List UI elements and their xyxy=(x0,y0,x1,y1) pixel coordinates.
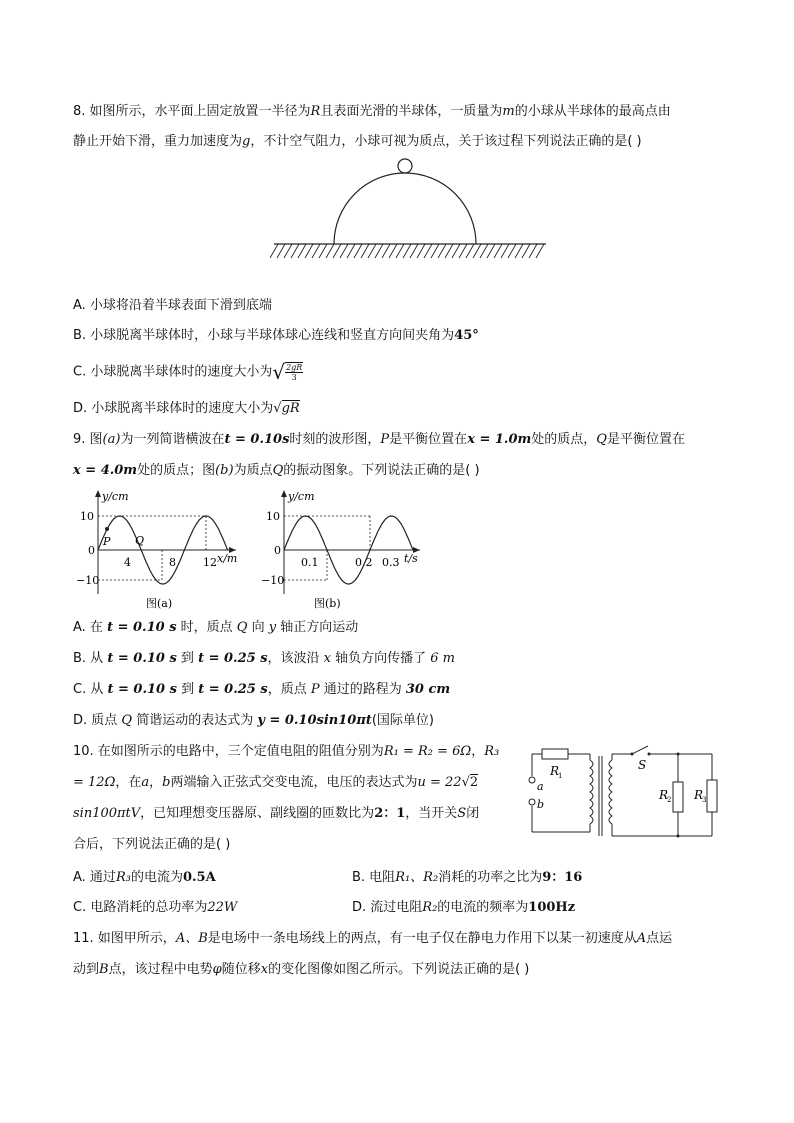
q9-option-a xyxy=(73,618,358,638)
hemisphere-shape xyxy=(334,173,476,244)
q8-stem-line1 xyxy=(73,102,671,122)
option-text: 的电流为 xyxy=(130,870,183,885)
q10-var: R₃ xyxy=(484,744,500,759)
q10-option-b xyxy=(352,868,582,888)
q10-stem-line3 xyxy=(73,804,479,824)
q10-text: ，在 xyxy=(115,775,142,790)
ground-hatching xyxy=(270,244,544,258)
q8-option-c xyxy=(73,362,303,383)
option-var: 100Hz xyxy=(528,900,576,915)
q10-var: 2：1 xyxy=(374,806,406,821)
q11-text: 点运 xyxy=(646,931,673,946)
q10-option-c xyxy=(73,898,237,918)
resistor-label-sub: 3 xyxy=(702,796,707,804)
q11-var: A、B xyxy=(175,931,208,946)
q8-text: 静止开始下滑，重力加速度为 xyxy=(73,134,243,149)
hemisphere-figure xyxy=(270,156,550,262)
sqrt-sign: √ xyxy=(273,401,282,416)
option-var: 9：16 xyxy=(542,870,583,885)
q8-var-R: R xyxy=(310,104,321,119)
q10-var: R₁ = R₂ = 6Ω xyxy=(383,744,472,759)
option-var: 30 cm xyxy=(405,682,451,697)
point-P-marker xyxy=(105,527,109,531)
primary-coil xyxy=(590,760,593,824)
q9-var: P xyxy=(380,432,390,447)
tick-label: 8 xyxy=(169,556,176,569)
option-text: B. 小球脱离半球体时，小球与半球体球心连线和竖直方向间夹角为 xyxy=(73,328,455,343)
tick-label: 12 xyxy=(203,556,217,569)
point-label-P: P xyxy=(103,535,111,548)
q9-option-b xyxy=(73,649,455,669)
option-var: t = 0.25 s xyxy=(198,651,268,666)
q9-text: 处的质点， xyxy=(531,432,597,447)
option-text: D. 小球脱离半球体时的速度大小为 xyxy=(73,401,274,416)
option-text: 向 xyxy=(247,620,269,635)
option-var: 0.5A xyxy=(182,870,216,885)
q10-text: ， xyxy=(471,744,485,759)
q9-text: 9. 图 xyxy=(73,432,103,447)
tick-label: 0 xyxy=(274,544,281,557)
q11-text: 11. 如图甲所示， xyxy=(73,931,176,946)
q9-var: x = 1.0m xyxy=(467,432,532,447)
q10-var: u = 22 xyxy=(417,775,462,790)
terminal-label: a xyxy=(537,780,544,793)
option-text: C. 小球脱离半球体时的速度大小为 xyxy=(73,364,273,380)
option-text: ，质点 xyxy=(267,682,311,697)
resistor-R1 xyxy=(542,749,568,759)
resistor-label: R xyxy=(659,788,669,802)
q11-var: x xyxy=(260,962,269,977)
option-text: B. 电阻 xyxy=(352,870,396,885)
q8-option-a: A. 小球将沿着半球表面下滑到底端 xyxy=(73,298,272,313)
graph-caption: 图(a) xyxy=(146,597,173,610)
secondary-coil xyxy=(609,760,612,824)
option-var: y = 0.10sin10πt xyxy=(257,713,372,728)
tick-label: −10 xyxy=(261,574,285,587)
resistor-label-sub: 2 xyxy=(667,796,672,804)
q8-option-d xyxy=(73,399,300,419)
q10-stem-line1 xyxy=(73,742,499,762)
q10-var: sin100πtV xyxy=(73,806,141,821)
q8-text: 且表面光滑的半球体，一质量为 xyxy=(320,104,503,119)
wave-graph-a xyxy=(76,486,256,612)
q10-stem-line4: 合后，下列说法正确的是( ) xyxy=(73,837,231,852)
option-value: 45° xyxy=(454,328,479,343)
q11-stem-line2 xyxy=(73,960,529,980)
q9-option-d xyxy=(73,711,434,731)
option-text: ，该波沿 xyxy=(267,651,324,666)
option-text: 简谐运动的表达式为 xyxy=(132,713,258,728)
q9-text: 为质点 xyxy=(233,463,273,478)
sqrt-sign: √ xyxy=(461,775,470,790)
q11-var: B xyxy=(99,962,109,977)
q10-text: 两端输入正弦式交变电流，电压的表达式为 xyxy=(170,775,418,790)
q10-text: ， xyxy=(149,775,163,790)
axis-label-y: y/cm xyxy=(102,490,129,503)
option-var: P xyxy=(310,682,320,697)
option-text: 时，质点 xyxy=(176,620,237,635)
q9-stem-line2 xyxy=(73,461,480,481)
tick-label: 10 xyxy=(266,510,280,523)
q10-var: S xyxy=(457,806,467,821)
option-var: 22W xyxy=(207,900,238,915)
q9-var: (a) xyxy=(102,432,121,447)
q10-stem-line2 xyxy=(73,773,478,793)
q10-var: 2 xyxy=(469,775,479,790)
q8-text: ，不计空气阻力，小球可视为质点，关于该过程下列说法正确的是( ) xyxy=(250,134,642,149)
option-var: R₃ xyxy=(115,870,131,885)
resistor-label: R xyxy=(694,788,704,802)
tick-label: 10 xyxy=(80,510,94,523)
switch-label: S xyxy=(638,758,647,772)
tick-label: −10 xyxy=(76,574,100,587)
option-text: D. 流过电阻 xyxy=(352,900,423,915)
option-var: t = 0.10 s xyxy=(107,620,177,635)
switch-S xyxy=(632,746,648,754)
q10-var: b xyxy=(162,775,171,790)
option-text: A. 通过 xyxy=(73,870,116,885)
option-var: t = 0.25 s xyxy=(198,682,268,697)
option-text: 通过的路程为 xyxy=(319,682,406,697)
sqrt-sign: √ xyxy=(272,360,286,384)
q10-text: ，已知理想变压器原、副线圈的匝数比为 xyxy=(140,806,375,821)
q8-var-g: g xyxy=(242,134,251,149)
option-var: x xyxy=(323,651,332,666)
option-var: y xyxy=(268,620,277,635)
option-text: D. 质点 xyxy=(73,713,122,728)
option-var: R₂ xyxy=(422,900,438,915)
axis-label-y: y/cm xyxy=(288,490,315,503)
axis-label-x: t/s xyxy=(404,552,418,565)
q10-option-a xyxy=(73,868,216,888)
vibration-graph-b xyxy=(258,486,428,612)
graph-caption: 图(b) xyxy=(314,597,341,610)
q11-text: 随位移 xyxy=(221,962,261,977)
option-text: A. 在 xyxy=(73,620,108,635)
terminal-a xyxy=(529,777,535,783)
option-value: gR xyxy=(281,401,300,416)
resistor-label-sub: 1 xyxy=(558,772,563,780)
resistor-R2 xyxy=(673,782,683,812)
q11-text: 的变化图像如图乙所示。下列说法正确的是( ) xyxy=(268,962,530,977)
option-var: t = 0.10 s xyxy=(107,682,177,697)
q11-text: 动到 xyxy=(73,962,100,977)
option-var: R₁、R₂ xyxy=(395,870,439,885)
fraction-denominator: 3 xyxy=(291,373,297,382)
option-var: 6 m xyxy=(430,651,456,666)
option-text: 轴负方向传播了 xyxy=(331,651,431,666)
q11-var: A xyxy=(636,931,647,946)
terminal-label: b xyxy=(537,798,545,811)
resistor-R3 xyxy=(707,780,717,812)
resistor-label: R xyxy=(550,764,560,778)
q9-text: 为一列简谐横波在 xyxy=(120,432,225,447)
option-var: Q xyxy=(236,620,248,635)
q11-text: 是电场中一条电场线上的两点，有一电子仅在静电力作用下以某一初速度从 xyxy=(207,931,637,946)
q8-text: 的小球从半球体的最高点由 xyxy=(514,104,671,119)
fraction-numerator: 2gR xyxy=(286,363,303,372)
circuit-diagram xyxy=(524,742,724,842)
q10-var: = 12Ω xyxy=(73,775,116,790)
option-text: 轴正方向运动 xyxy=(276,620,359,635)
q8-stem-line2 xyxy=(73,132,642,152)
q9-var: Q xyxy=(596,432,607,447)
q10-text: ，当开关 xyxy=(405,806,458,821)
q10-text: 10. 在如图所示的电路中，三个定值电阻的阻值分别为 xyxy=(73,744,384,759)
q9-var: Q xyxy=(272,463,284,478)
tick-label: 0.2 xyxy=(355,556,373,569)
option-text: 消耗的功率之比为 xyxy=(438,870,543,885)
option-text: (国际单位) xyxy=(371,713,434,728)
q8-var-m: m xyxy=(502,104,515,119)
option-text: C. 从 xyxy=(73,682,108,697)
q11-text: 点，该过程中电势 xyxy=(108,962,213,977)
q9-var: (b) xyxy=(215,463,234,478)
option-text: B. 从 xyxy=(73,651,108,666)
q8-text: 8. 如图所示，水平面上固定放置一半径为 xyxy=(73,104,311,119)
q11-var: φ xyxy=(212,962,222,977)
tick-label: 0.1 xyxy=(301,556,319,569)
q9-text: 处的质点；图 xyxy=(137,463,216,478)
q9-text: 是平衡位置在 xyxy=(389,432,468,447)
option-fraction xyxy=(285,362,303,382)
option-text: 到 xyxy=(176,651,199,666)
option-var: t = 0.10 s xyxy=(107,651,177,666)
q10-option-d xyxy=(352,898,575,918)
q9-text: 的振动图象。下列说法正确的是( ) xyxy=(283,463,480,478)
option-text: 到 xyxy=(176,682,199,697)
q9-option-c xyxy=(73,680,450,700)
option-text: 的电流的频率为 xyxy=(437,900,529,915)
tick-label: 0.3 xyxy=(382,556,400,569)
ball-icon xyxy=(398,159,412,173)
q8-option-b xyxy=(73,326,479,346)
q9-var: t = 0.10s xyxy=(224,432,290,447)
option-text: C. 电路消耗的总功率为 xyxy=(73,900,208,915)
axis-label-x: x/m xyxy=(217,552,238,565)
point-label-Q: Q xyxy=(135,534,145,547)
terminal-b xyxy=(529,799,535,805)
q9-text: 是平衡位置在 xyxy=(606,432,685,447)
q10-text: 闭 xyxy=(466,806,480,821)
q9-text: 时刻的波形图， xyxy=(289,432,381,447)
q9-stem-line1 xyxy=(73,430,685,450)
q9-var: x = 4.0m xyxy=(73,463,138,478)
tick-label: 4 xyxy=(124,556,131,569)
tick-label: 0 xyxy=(88,544,95,557)
q11-stem-line1 xyxy=(73,929,672,949)
option-var: Q xyxy=(121,713,133,728)
q10-var: a xyxy=(141,775,150,790)
